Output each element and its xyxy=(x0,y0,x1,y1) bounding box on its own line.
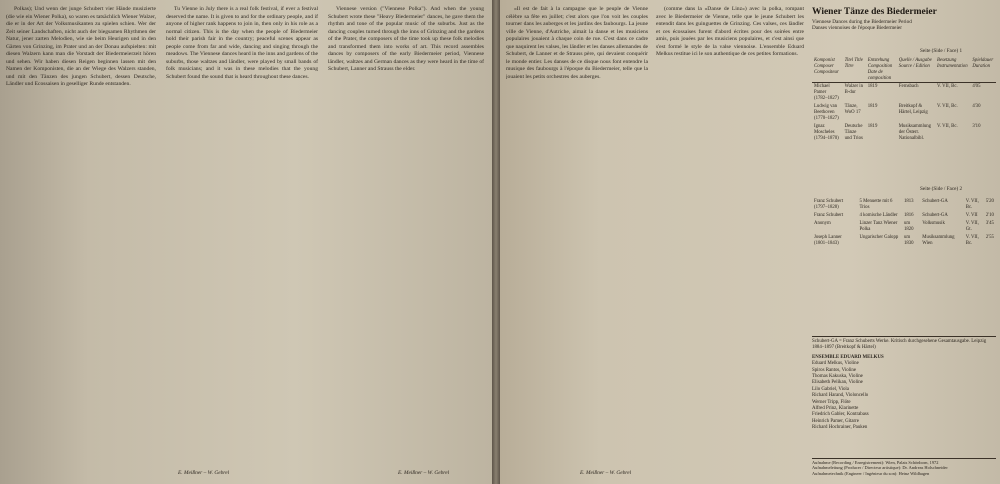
cell: 2'55 xyxy=(985,235,994,240)
program-header xyxy=(812,7,996,32)
credits-note: Schubert-GA = Franz Schuberts Werke. Kritisch durchgesehene Gesamtausgabe. Leipzig 1884–1897 (Breitkopf & Härtel) xyxy=(812,339,987,351)
cell: 3'10 xyxy=(972,124,981,129)
list-item: Eduard Melkus, Violine xyxy=(812,361,859,367)
table-row xyxy=(812,103,996,123)
cell: Anonym xyxy=(814,221,831,226)
recording-line: Aufnahme (Recording / Enregistrement): Wien, Palais Schönborn, 1972 xyxy=(812,460,939,465)
cell: Schubert-GA xyxy=(922,199,948,204)
cell: Ignaz Moscheles (1794–1870) xyxy=(814,124,839,141)
table-row xyxy=(812,198,996,212)
cell: Tänze, WoO 17 xyxy=(844,104,861,115)
list-item: Elisabeth Pelikan, Violine xyxy=(812,380,863,386)
text-column-fr-2: (comme dans la «Danse de Linz») avec la polka, rompant avec le Biedermeier de Vienne, telle que le jeune Schubert les entendit dans les guinguettes de Grinzing. Ces valses, ces ländler et ces écossaises furent d'abord écrites pour des soirées entre amis, puis jouées par les musiciens populaires, et c'est ainsi que s'est formé le style de la valse viennoise. L'ensemble Eduard Melkus restitue ici le son authentique de ces petites formations. xyxy=(656,6,804,58)
cell: 1813 xyxy=(903,199,914,204)
program-panel xyxy=(500,0,1000,484)
table-row xyxy=(812,220,996,234)
cell: Joseph Lanner (1801–1843) xyxy=(814,235,842,246)
cell: Deutsche Tänze und Trios xyxy=(844,124,863,141)
list-item: Werner Tripp, Flöte xyxy=(812,399,851,405)
table-row xyxy=(812,212,996,220)
member-list xyxy=(812,361,996,431)
book-gutter xyxy=(492,0,500,484)
recording-credits xyxy=(812,460,996,476)
col-duration: Spieldauer Duration xyxy=(970,58,996,83)
cell: Fernsbach xyxy=(898,84,919,89)
table-header-row xyxy=(812,58,996,83)
cell: 5 Menuette mit 6 Trios xyxy=(859,199,893,210)
list-item: Friedrich Gabler, Kontrabass xyxy=(812,412,869,418)
cell: um 1830 xyxy=(903,235,914,246)
cell: V. VII xyxy=(965,213,978,218)
text-column-1: Polkas); Und wenn der junge Schubert vier Hände musizierte (die wie ein Wiener Polka), so waren es tatsächlich Wiener Walzer, die er in der Art der Volksmusikanten zu spielen schien. Wer der Zeit seiner Landschaften, nicht auch der biegsamen Rhythmen der Natur, jener zarten Melodien, wie sie beim Heurigen und in den Gärten von Grinzing, im Prater und an der Donau aufspielten: mit diesen Walzern kann man die Vorstadt der Biedermeierzeit hören und sehen. Wir haben diesen Reigen beginnen lassen mit den Namen der Komponisten, die an der Wiege des Walzers standen, und mit den Tänzen des jungen Schubert, dessen Deutsche, Ländler und Ecossaisen in geselliger Runde entstanden. xyxy=(6,6,156,88)
cell: 1819 xyxy=(867,104,878,109)
cell: Schubert-GA xyxy=(922,213,948,218)
cell: 4 komische Ländler xyxy=(859,213,898,218)
cell: 2'10 xyxy=(985,213,994,218)
cell: 3'45 xyxy=(985,221,994,226)
cell: V. VII, Bc. xyxy=(936,124,958,129)
producer-line: Aufnahmeleitung (Producer / Directeur artistique): Dr. Andreas Holschneider xyxy=(812,465,948,471)
list-item: Thomas Kakuska, Violine xyxy=(812,374,863,380)
signature-right: E. Meißner – W. Gebrel xyxy=(580,470,632,476)
table-row xyxy=(812,123,996,143)
cell: Franz Schubert xyxy=(814,213,844,218)
side-b-label: Seite (Side / Face) 2 xyxy=(920,186,963,192)
side-a-label: Seite (Side / Face) 1 xyxy=(920,48,963,54)
cell: 1816 xyxy=(903,213,914,218)
ensemble-heading: ENSEMBLE EDUARD MELKUS xyxy=(812,354,884,360)
cell: Ungarischer Galopp xyxy=(859,235,899,240)
engineer-line: Aufnahmetechnik (Engineer / Ingénieur du son): Heinz Wildhagen xyxy=(812,470,930,476)
cell: 4'30 xyxy=(972,104,981,109)
cell: Musiksammlung Wien xyxy=(922,235,955,246)
cell: Franz Schubert (1797–1828) xyxy=(814,199,844,210)
list-item: Spiros Rantos, Violine xyxy=(812,367,857,373)
table-row xyxy=(812,83,996,104)
divider xyxy=(812,336,996,337)
col-scoring: Besetzung Instrumentation xyxy=(935,58,970,83)
col-title: Titel Title Titre xyxy=(843,58,866,83)
text-column-3: Viennese version ("Viennese Polka"). And when the young Schubert wrote these "Heavy Biedermeier" dances, he gave them the rhythm and tone of the popular music of the suburbs. Just as the dancing couples turned through the inns of Grinzing and the gardens of the Prater, the composers of the time took up these folk melodies and transformed them into works of art. This record assembles dances by composers of the early Biedermeier period, Viennese ländler, waltzes and German dances as they were heard in the time of Schubert, Lanner and Strauss the elder. xyxy=(328,6,484,73)
list-item: Richard Hochrainer, Pauken xyxy=(812,425,868,431)
divider xyxy=(812,458,996,459)
table-row xyxy=(812,234,996,248)
list-item: Heinrich Pamer, Gitarre xyxy=(812,418,859,424)
cell: Walzer in B-dur xyxy=(844,84,864,95)
col-source: Quelle / Ausgabe Source / Edition xyxy=(897,58,935,83)
cell: V. VII, Bc. xyxy=(936,104,958,109)
left-page xyxy=(0,0,492,484)
subtitle-english: Viennese Dances during the Biedermeier Period xyxy=(812,19,912,25)
text-column-fr-1: «Il est de fait à la campagne que le peuple de Vienne célèbre sa fête en juillet; c'est alors que l'on voit les couples tourner dans les auberges et les jardins des faubourgs. La jeune ville de Vienne, d'Autriche, aimait la danse et les musiciens populaires jouaient à chaque coin de rue. C'est dans ce cadre que naquirent les valses, les ländler et les danses allemandes de Schubert, de Lanner et de Strauss père, qui devaient conquérir le monde entier. Les danses de ce disque nous font entendre la musique des faubourgs à l'époque du Biedermeier, telle que la jouaient les petits orchestres des auberges. xyxy=(506,6,648,80)
cell: V. VII, Gt. xyxy=(965,221,979,232)
text-column-2: Tu Vienne in July there is a real folk festival, if ever a festival deserved the name. It is given to and for the ordinary people, and if anyone of higher rank happens to join in, then only in his role as a normal citizen. This is the day when the people of Biedermeier hold their parish fair in the country; peaceful scenes appear as people come from far and wide, dancing and singing through the meadows. The Viennese dances heard in the inns and gardens of the suburbs, those waltzes and ländler, were played by small bands of folk musicians; and it was in these melodies that the young Schubert found the sound that is heard throughout these dances. xyxy=(166,6,318,80)
cell: Breitkopf & Härtel, Leipzig xyxy=(898,104,928,115)
cell: Michael Pamer (1782–1827) xyxy=(814,84,839,101)
cell: V. VII, Bc. xyxy=(936,84,958,89)
col-date: Entstehung Composition Date de composition xyxy=(866,58,897,83)
subtitle-french: Danses viennoises de l'époque Biedermeier xyxy=(812,25,902,32)
cell: Musiksammlung der Österr. Nationalbibl. xyxy=(898,124,932,141)
signature-left-2: E. Meißner – W. Gebrel xyxy=(398,470,450,476)
cell: Linzer Tanz Wiener Polka xyxy=(859,221,898,232)
cell: V. VII, Bc. xyxy=(965,235,979,246)
page-title: Wiener Tänze des Biedermeier xyxy=(812,7,937,17)
cell: 4'05 xyxy=(972,84,981,89)
cell: Volksmusik xyxy=(922,221,945,226)
cell: 5'20 xyxy=(985,199,994,204)
signature-left-1: E. Meißner – W. Gebrel xyxy=(178,470,230,476)
cell: V. VII, Bc. xyxy=(965,199,979,210)
cell: um 1820 xyxy=(903,221,914,232)
credits-block xyxy=(812,339,996,432)
list-item: Lilo Gabriel, Viola xyxy=(812,386,849,392)
list-item: Alfred Prinz, Klarinette xyxy=(812,406,859,412)
list-item: Richard Harand, Violoncello xyxy=(812,393,869,399)
cell: 1819 xyxy=(867,124,878,129)
side-a-table xyxy=(812,58,996,143)
side-b-table xyxy=(812,198,996,248)
cell: Ludwig van Beethoven (1770–1827) xyxy=(814,104,839,121)
cell: 1819 xyxy=(867,84,878,89)
col-composer: Komponist Composer Compositeur xyxy=(812,58,843,83)
